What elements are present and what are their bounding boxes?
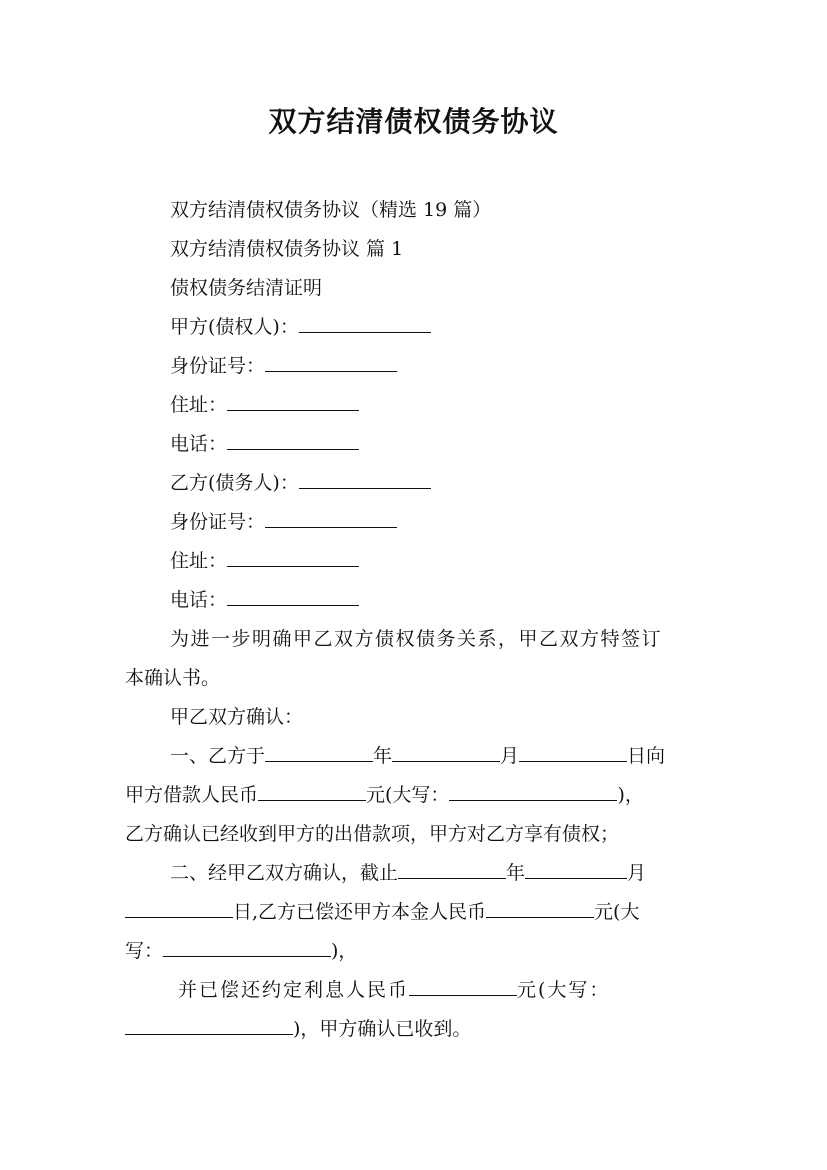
party-b-phone-blank	[227, 585, 359, 606]
clause-two-line-2	[125, 897, 705, 927]
party-a-address-blank	[227, 390, 359, 411]
day-label: 日向	[627, 745, 666, 767]
party-a-id-label: 身份证号：	[170, 355, 266, 377]
principal-blank	[486, 897, 594, 918]
loan-capital-blank	[449, 780, 617, 801]
principal-capital-label-cont: 写：	[125, 940, 164, 962]
interest-label: 并已偿还约定利息人民币	[178, 979, 410, 1001]
interest-blank	[409, 975, 517, 996]
party-a-address-label: 住址：	[170, 394, 228, 416]
deadline-year-blank	[398, 858, 506, 879]
party-a-blank	[299, 312, 431, 333]
principal-capital-label: 元(大	[594, 901, 640, 923]
paragraph-purpose-cont: 本确认书。	[125, 667, 221, 689]
interest-line-1	[178, 975, 713, 1005]
deadline-day-blank	[125, 897, 233, 918]
party-b-label: 乙方(债务人)：	[170, 472, 299, 494]
principal-capital-blank	[163, 936, 331, 957]
interest-capital-label: 元(大写：	[517, 979, 611, 1001]
confirm-heading: 甲乙双方确认：	[170, 706, 304, 728]
loan-amount-blank	[258, 780, 366, 801]
loan-amount-label: 甲方借款人民币	[125, 784, 259, 806]
party-a-phone-label: 电话：	[170, 433, 228, 455]
clause-one-line-1	[170, 741, 705, 771]
deadline-year-label: 年	[506, 862, 526, 884]
party-b-line	[170, 468, 705, 498]
party-b-id-line	[170, 507, 705, 537]
year-label: 年	[373, 745, 393, 767]
party-a-address-line	[170, 390, 705, 420]
interest-confirm-text: )，甲方确认已收到。	[293, 1018, 472, 1040]
document-title: 双方结清债权债务协议	[268, 105, 559, 138]
year-blank	[265, 741, 373, 762]
party-a-line	[170, 312, 705, 342]
interest-line-2	[125, 1014, 705, 1044]
month-label: 月	[500, 745, 520, 767]
loan-capital-close: )，	[617, 784, 644, 806]
clause-one-line-3: 乙方确认已经收到甲方的出借款项，甲方对乙方享有债权；	[125, 823, 620, 845]
paragraph-purpose: 为进一步明确甲乙双方债权债务关系，甲乙双方特签订	[170, 628, 663, 650]
party-a-label: 甲方(债权人)：	[170, 316, 299, 338]
clause-two-line-3	[125, 936, 705, 966]
party-b-phone-line	[170, 585, 705, 615]
deadline-month-blank	[525, 858, 627, 879]
party-b-address-line	[170, 546, 705, 576]
deadline-month-label: 月	[627, 862, 647, 884]
loan-capital-label: 元(大写：	[366, 784, 450, 806]
month-blank	[392, 741, 500, 762]
section-heading: 双方结清债权债务协议 篇 1	[170, 238, 404, 260]
party-b-address-label: 住址：	[170, 550, 228, 572]
certificate-heading: 债权债务结清证明	[170, 277, 323, 299]
party-b-id-blank	[265, 507, 397, 528]
party-b-id-label: 身份证号：	[170, 511, 266, 533]
party-b-phone-label: 电话：	[170, 589, 228, 611]
party-b-blank	[299, 468, 431, 489]
interest-capital-blank	[125, 1014, 293, 1035]
party-b-address-blank	[227, 546, 359, 567]
clause-one-text: 一、乙方于	[170, 745, 266, 767]
day-blank	[519, 741, 627, 762]
party-a-id-line	[170, 351, 705, 381]
party-a-phone-blank	[227, 429, 359, 450]
clause-one-line-2	[125, 780, 705, 810]
clause-two-text: 二、经甲乙双方确认，截止	[170, 862, 399, 884]
principal-capital-close: )，	[331, 940, 358, 962]
party-a-id-blank	[265, 351, 397, 372]
party-a-phone-line	[170, 429, 705, 459]
clause-two-line-1	[170, 858, 705, 888]
principal-label: 日,乙方已偿还甲方本金人民币	[233, 901, 487, 923]
subtitle-line: 双方结清债权债务协议（精选 19 篇）	[170, 199, 492, 221]
